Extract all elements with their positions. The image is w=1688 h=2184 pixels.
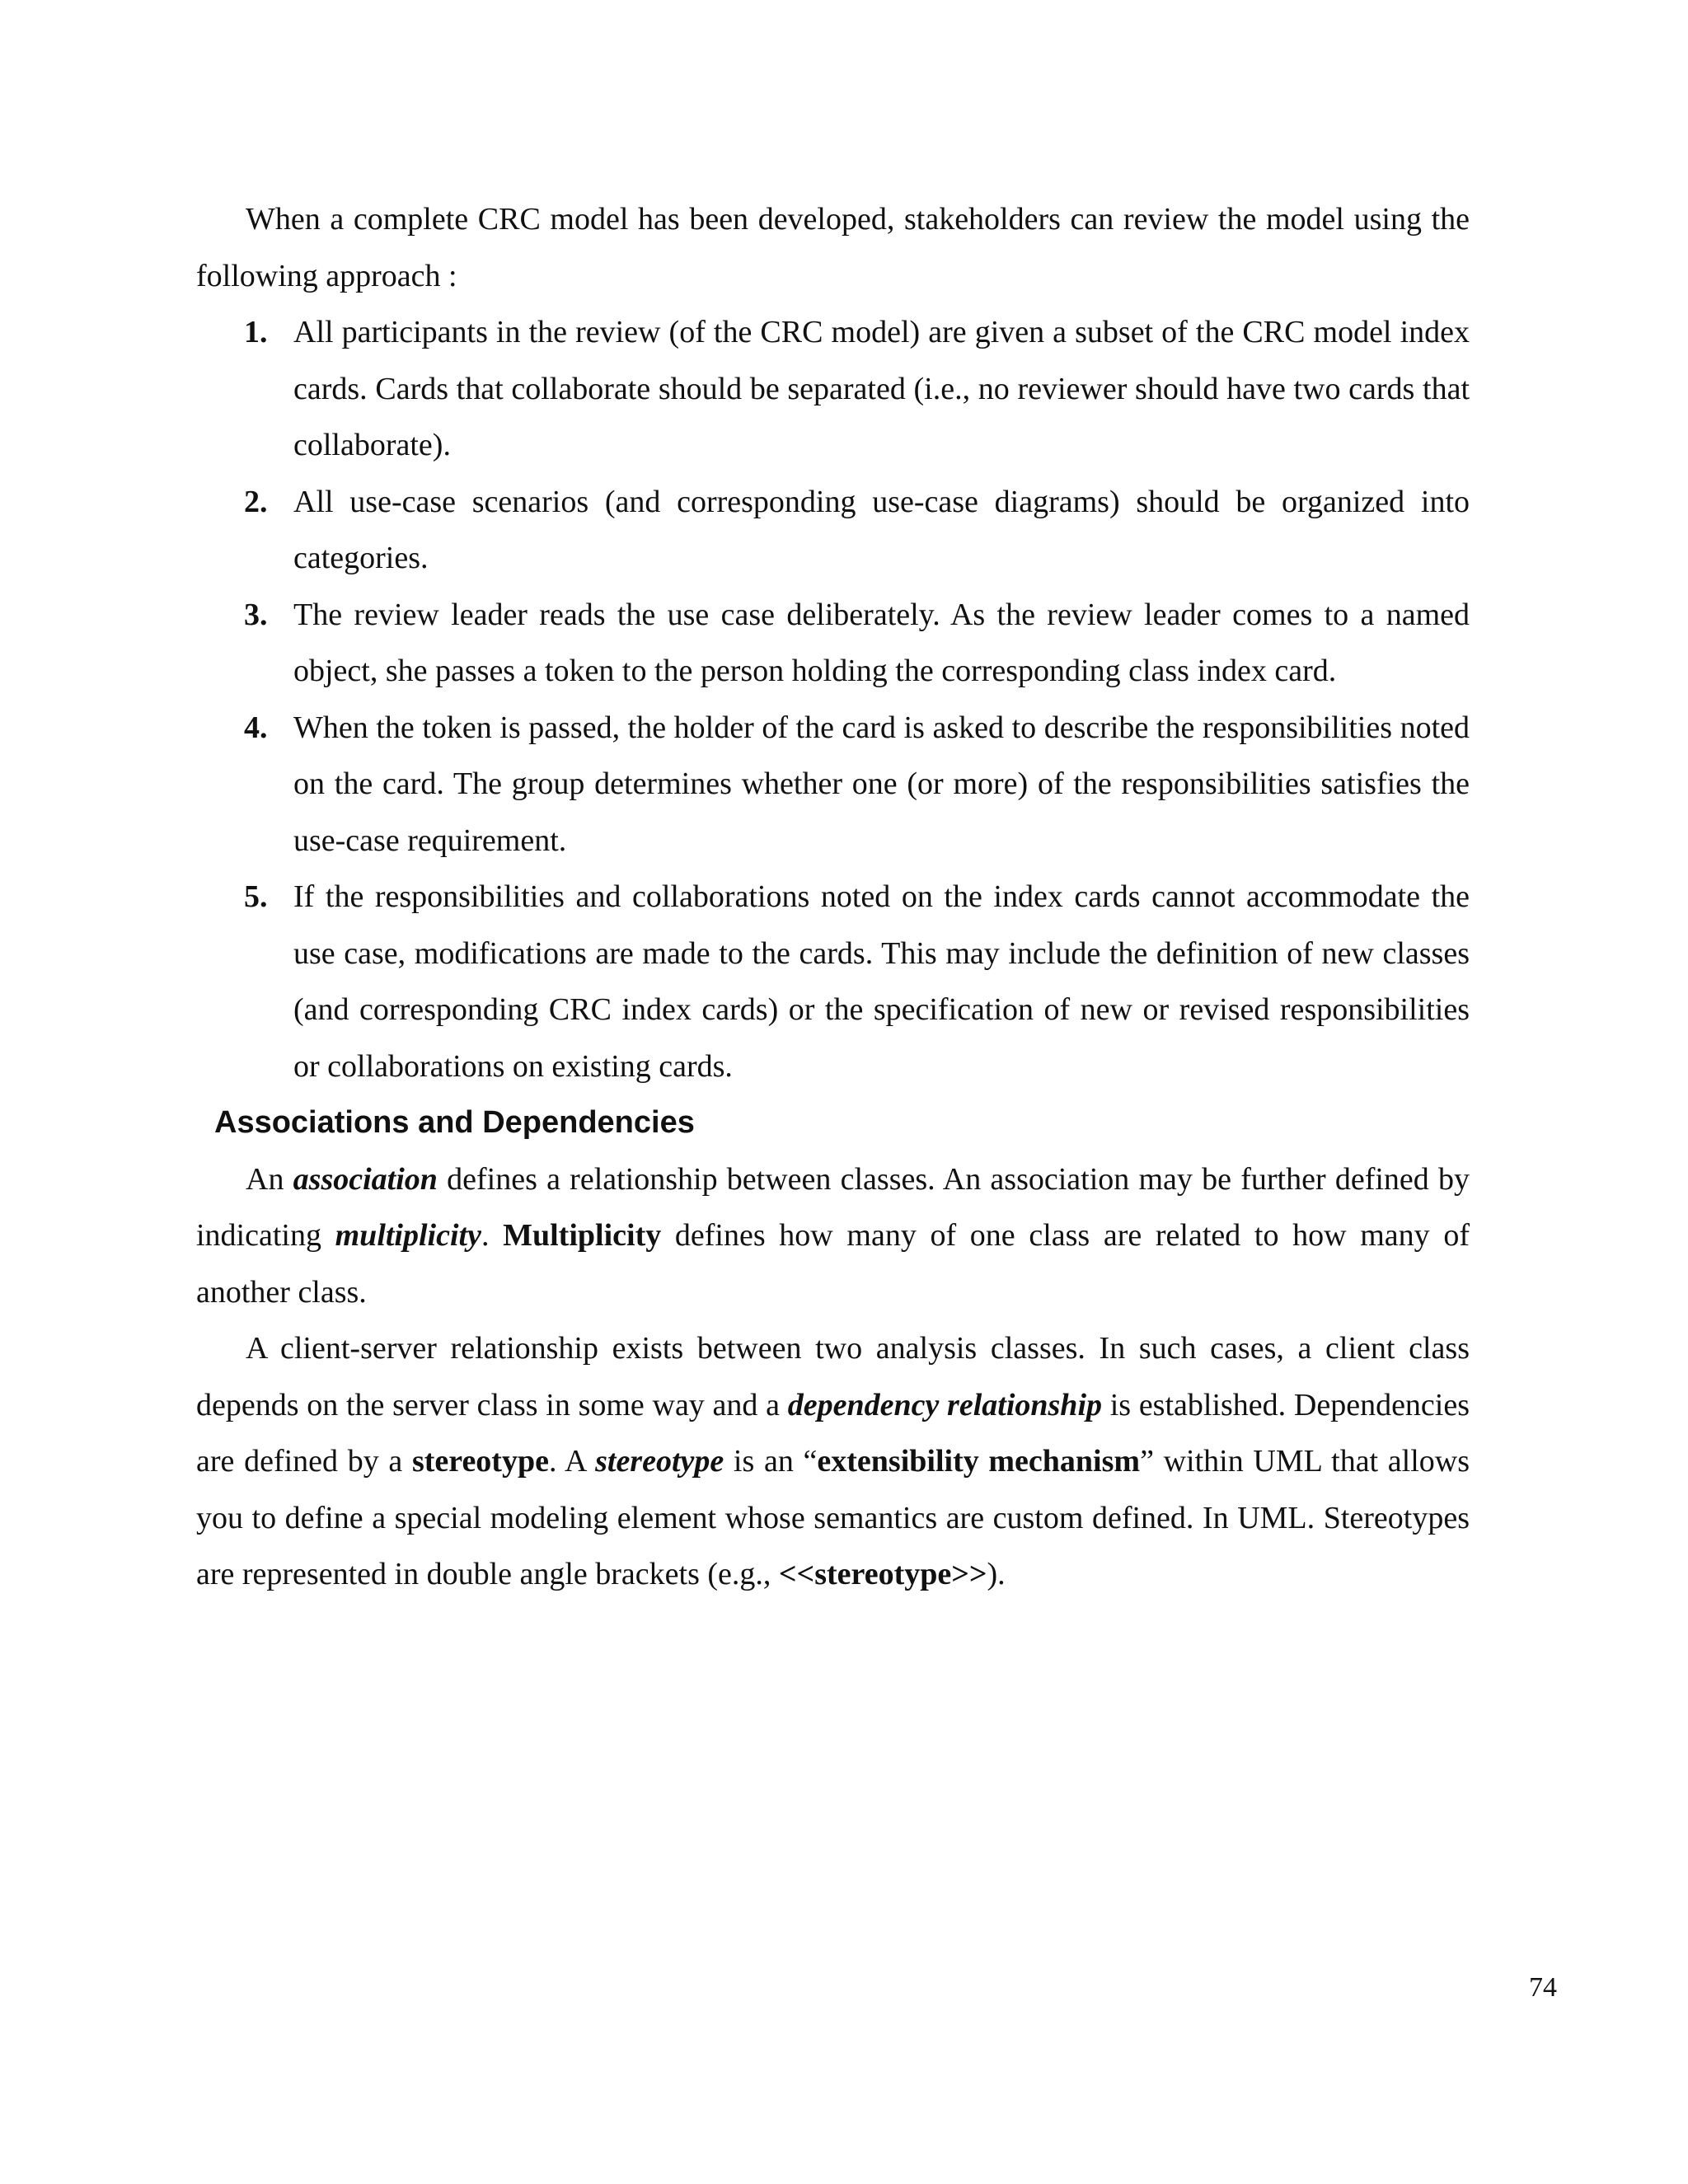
stereotype-italic-term: stereotype	[595, 1444, 724, 1479]
step-text: The review leader reads the use case deliberately. As the review leader comes to a named object, she passes a token to the person holding the corresponding class index card.	[293, 597, 1470, 688]
list-item	[244, 304, 1470, 474]
review-steps-list	[196, 304, 1470, 1094]
page-body	[196, 191, 1470, 1603]
multiplicity-bold-term: Multiplicity	[503, 1218, 662, 1253]
text-run: ” within UML that allows you to define a special modeling element whose semantics are custom defined. In UML. Stereotypes are represented in double angle brackets (e.g.,	[196, 1444, 1470, 1591]
list-item	[244, 474, 1470, 587]
text-run: defines how many of one class are related to how many of another class.	[196, 1218, 1470, 1310]
list-item	[244, 700, 1470, 869]
text-run: A client-server relationship exists between two analysis classes. In such cases, a client class depends on the server class in some way and a	[196, 1331, 1470, 1422]
dependency-relationship-term: dependency relationship	[787, 1387, 1103, 1422]
intro-paragraph	[196, 191, 1470, 304]
step-text: All participants in the review (of the CRC model) are given a subset of the CRC model index cards. Cards that collaborate should be separated (i.e., no reviewer should have two cards that collaborate).	[293, 315, 1470, 462]
list-item	[244, 587, 1470, 700]
text-run: defines a relationship between classes. An association may be further defined by indicating	[196, 1161, 1470, 1253]
text-run: .	[481, 1218, 504, 1253]
association-term: association	[293, 1161, 438, 1197]
step-number: 1.	[244, 315, 268, 349]
step-text: All use-case scenarios (and corresponding use-case diagrams) should be organized into categories.	[293, 484, 1470, 575]
multiplicity-term: multiplicity	[335, 1218, 481, 1253]
text-run: is established. Dependencies are defined by a	[196, 1387, 1470, 1479]
list-item	[244, 869, 1470, 1094]
text-run: An	[246, 1161, 293, 1197]
section-heading: Associations and Dependencies	[214, 1105, 695, 1140]
step-number: 5.	[244, 879, 268, 914]
step-text: If the responsibilities and collaborations noted on the index cards cannot accommodate the use case, modifications are made to the cards. This may include the definition of new classes (and corresponding CRC index cards) or the specification of new or revised responsibilities or collaborations on existing cards.	[293, 879, 1470, 1084]
association-paragraph	[196, 1151, 1470, 1321]
step-number: 4.	[244, 710, 268, 745]
text-run: is an “	[724, 1444, 818, 1479]
stereotype-brackets-term: <<stereotype>>	[778, 1557, 987, 1591]
step-number: 2.	[244, 484, 268, 519]
intro-text: When a complete CRC model has been developed, stakeholders can review the model using the following approach :	[196, 202, 1470, 293]
text-run: . A	[548, 1444, 596, 1479]
step-number: 3.	[244, 597, 268, 632]
stereotype-bold-term: stereotype	[411, 1444, 549, 1479]
step-text: When the token is passed, the holder of the card is asked to describe the responsibilities noted on the card. The group determines whether one (or more) of the responsibilities satisfies the use-case requirement.	[293, 710, 1470, 858]
page-number: 74	[1529, 1972, 1557, 2003]
extensibility-mechanism-term: extensibility mechanism	[817, 1444, 1141, 1479]
text-run: ).	[987, 1557, 1006, 1591]
dependency-paragraph	[196, 1320, 1470, 1603]
